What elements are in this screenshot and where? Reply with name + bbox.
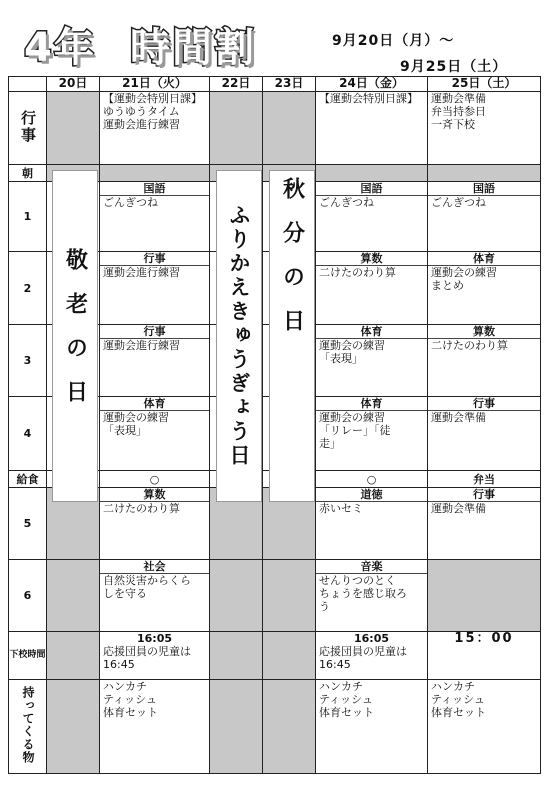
page-title: 時間割 bbox=[130, 25, 256, 71]
class-cell: 行事 運動会進行練習 bbox=[100, 252, 210, 325]
row-label-period: 6 bbox=[9, 560, 47, 632]
class-cell: 道徳 赤いセミ bbox=[316, 488, 428, 560]
bring-cell: ハンカチ ティッシュ 体育セット bbox=[100, 680, 210, 774]
class-cell: 体育 運動会の練習 「表現」 bbox=[316, 325, 428, 397]
class-cell: 国語 ごんぎつね bbox=[316, 182, 428, 252]
day-header: 25日（土） bbox=[428, 77, 541, 92]
class-cell: 体育 運動会の練習 「リレー」「徒 走」 bbox=[316, 397, 428, 471]
row-label-morning: 朝 bbox=[9, 165, 47, 182]
class-cell: 国語 ごんぎつね bbox=[100, 182, 210, 252]
lunch-cell: ○ bbox=[100, 471, 210, 488]
row-label-event: 行事 bbox=[9, 92, 47, 165]
cell-empty bbox=[47, 92, 100, 165]
row-label-lunch: 給食 bbox=[9, 471, 47, 488]
class-cell: 社会 自然災害からくら しを守る bbox=[100, 560, 210, 632]
lunch-cell: 弁当 bbox=[428, 471, 541, 488]
class-cell: 算数 二けたのわり算 bbox=[316, 252, 428, 325]
cell-empty bbox=[210, 92, 263, 165]
class-cell: 体育 運動会の練習 「表現」 bbox=[100, 397, 210, 471]
holiday-banner-d23: 秋分の日 bbox=[269, 170, 315, 502]
day-header: 21日（火） bbox=[100, 77, 210, 92]
row-label-bring: 持ってくる物 bbox=[9, 680, 47, 774]
day-header: 23日 bbox=[263, 77, 316, 92]
class-cell: 算数 二けたのわり算 bbox=[428, 325, 541, 397]
dismiss-cell: 16:05 応援団員の児童は 16:45 bbox=[316, 632, 428, 680]
holiday-banner-d20: 敬老の日 bbox=[52, 170, 98, 502]
bring-cell: ハンカチ ティッシュ 体育セット bbox=[316, 680, 428, 774]
class-cell: 算数 二けたのわり算 bbox=[100, 488, 210, 560]
day-header: 24日（金） bbox=[316, 77, 428, 92]
event-cell: 【運動会特別日課】 bbox=[316, 92, 428, 165]
grade-title: 4年 bbox=[24, 25, 96, 71]
page-header bbox=[10, 6, 540, 75]
date-to: 9月25日（土） bbox=[400, 59, 508, 75]
holiday-banner-d22: ふりかえきゅうぎょう日 bbox=[216, 170, 262, 502]
corner-cell bbox=[9, 77, 47, 92]
row-label-period: 2 bbox=[9, 252, 47, 325]
class-cell: 音楽 せんりつのとく ちょうを感じ取ろ う bbox=[316, 560, 428, 632]
class-cell: 行事 運動会準備 bbox=[428, 397, 541, 471]
bring-cell: ハンカチ ティッシュ 体育セット bbox=[428, 680, 541, 774]
cell-empty bbox=[263, 92, 316, 165]
row-label-period: 3 bbox=[9, 325, 47, 397]
day-header: 22日 bbox=[210, 77, 263, 92]
class-cell: 行事 運動会準備 bbox=[428, 488, 541, 560]
row-label-dismiss: 下校時間 bbox=[9, 632, 47, 680]
date-from: 9月20日（月）～ bbox=[332, 33, 455, 49]
lunch-cell: ○ bbox=[316, 471, 428, 488]
class-cell: 国語 ごんぎつね bbox=[428, 182, 541, 252]
class-cell: 体育 運動会の練習 まとめ bbox=[428, 252, 541, 325]
row-label-period: 1 bbox=[9, 182, 47, 252]
class-cell: 行事 運動会進行練習 bbox=[100, 325, 210, 397]
event-cell: 【運動会特別日課】 ゆうゆうタイム 運動会進行練習 bbox=[100, 92, 210, 165]
event-cell: 運動会準備 弁当持参日 一斉下校 bbox=[428, 92, 541, 165]
day-header: 20日 bbox=[47, 77, 100, 92]
dismiss-cell: 15：00 bbox=[428, 632, 541, 680]
row-label-period: 4 bbox=[9, 397, 47, 471]
row-label-period: 5 bbox=[9, 488, 47, 560]
dismiss-cell: 16:05 応援団員の児童は 16:45 bbox=[100, 632, 210, 680]
